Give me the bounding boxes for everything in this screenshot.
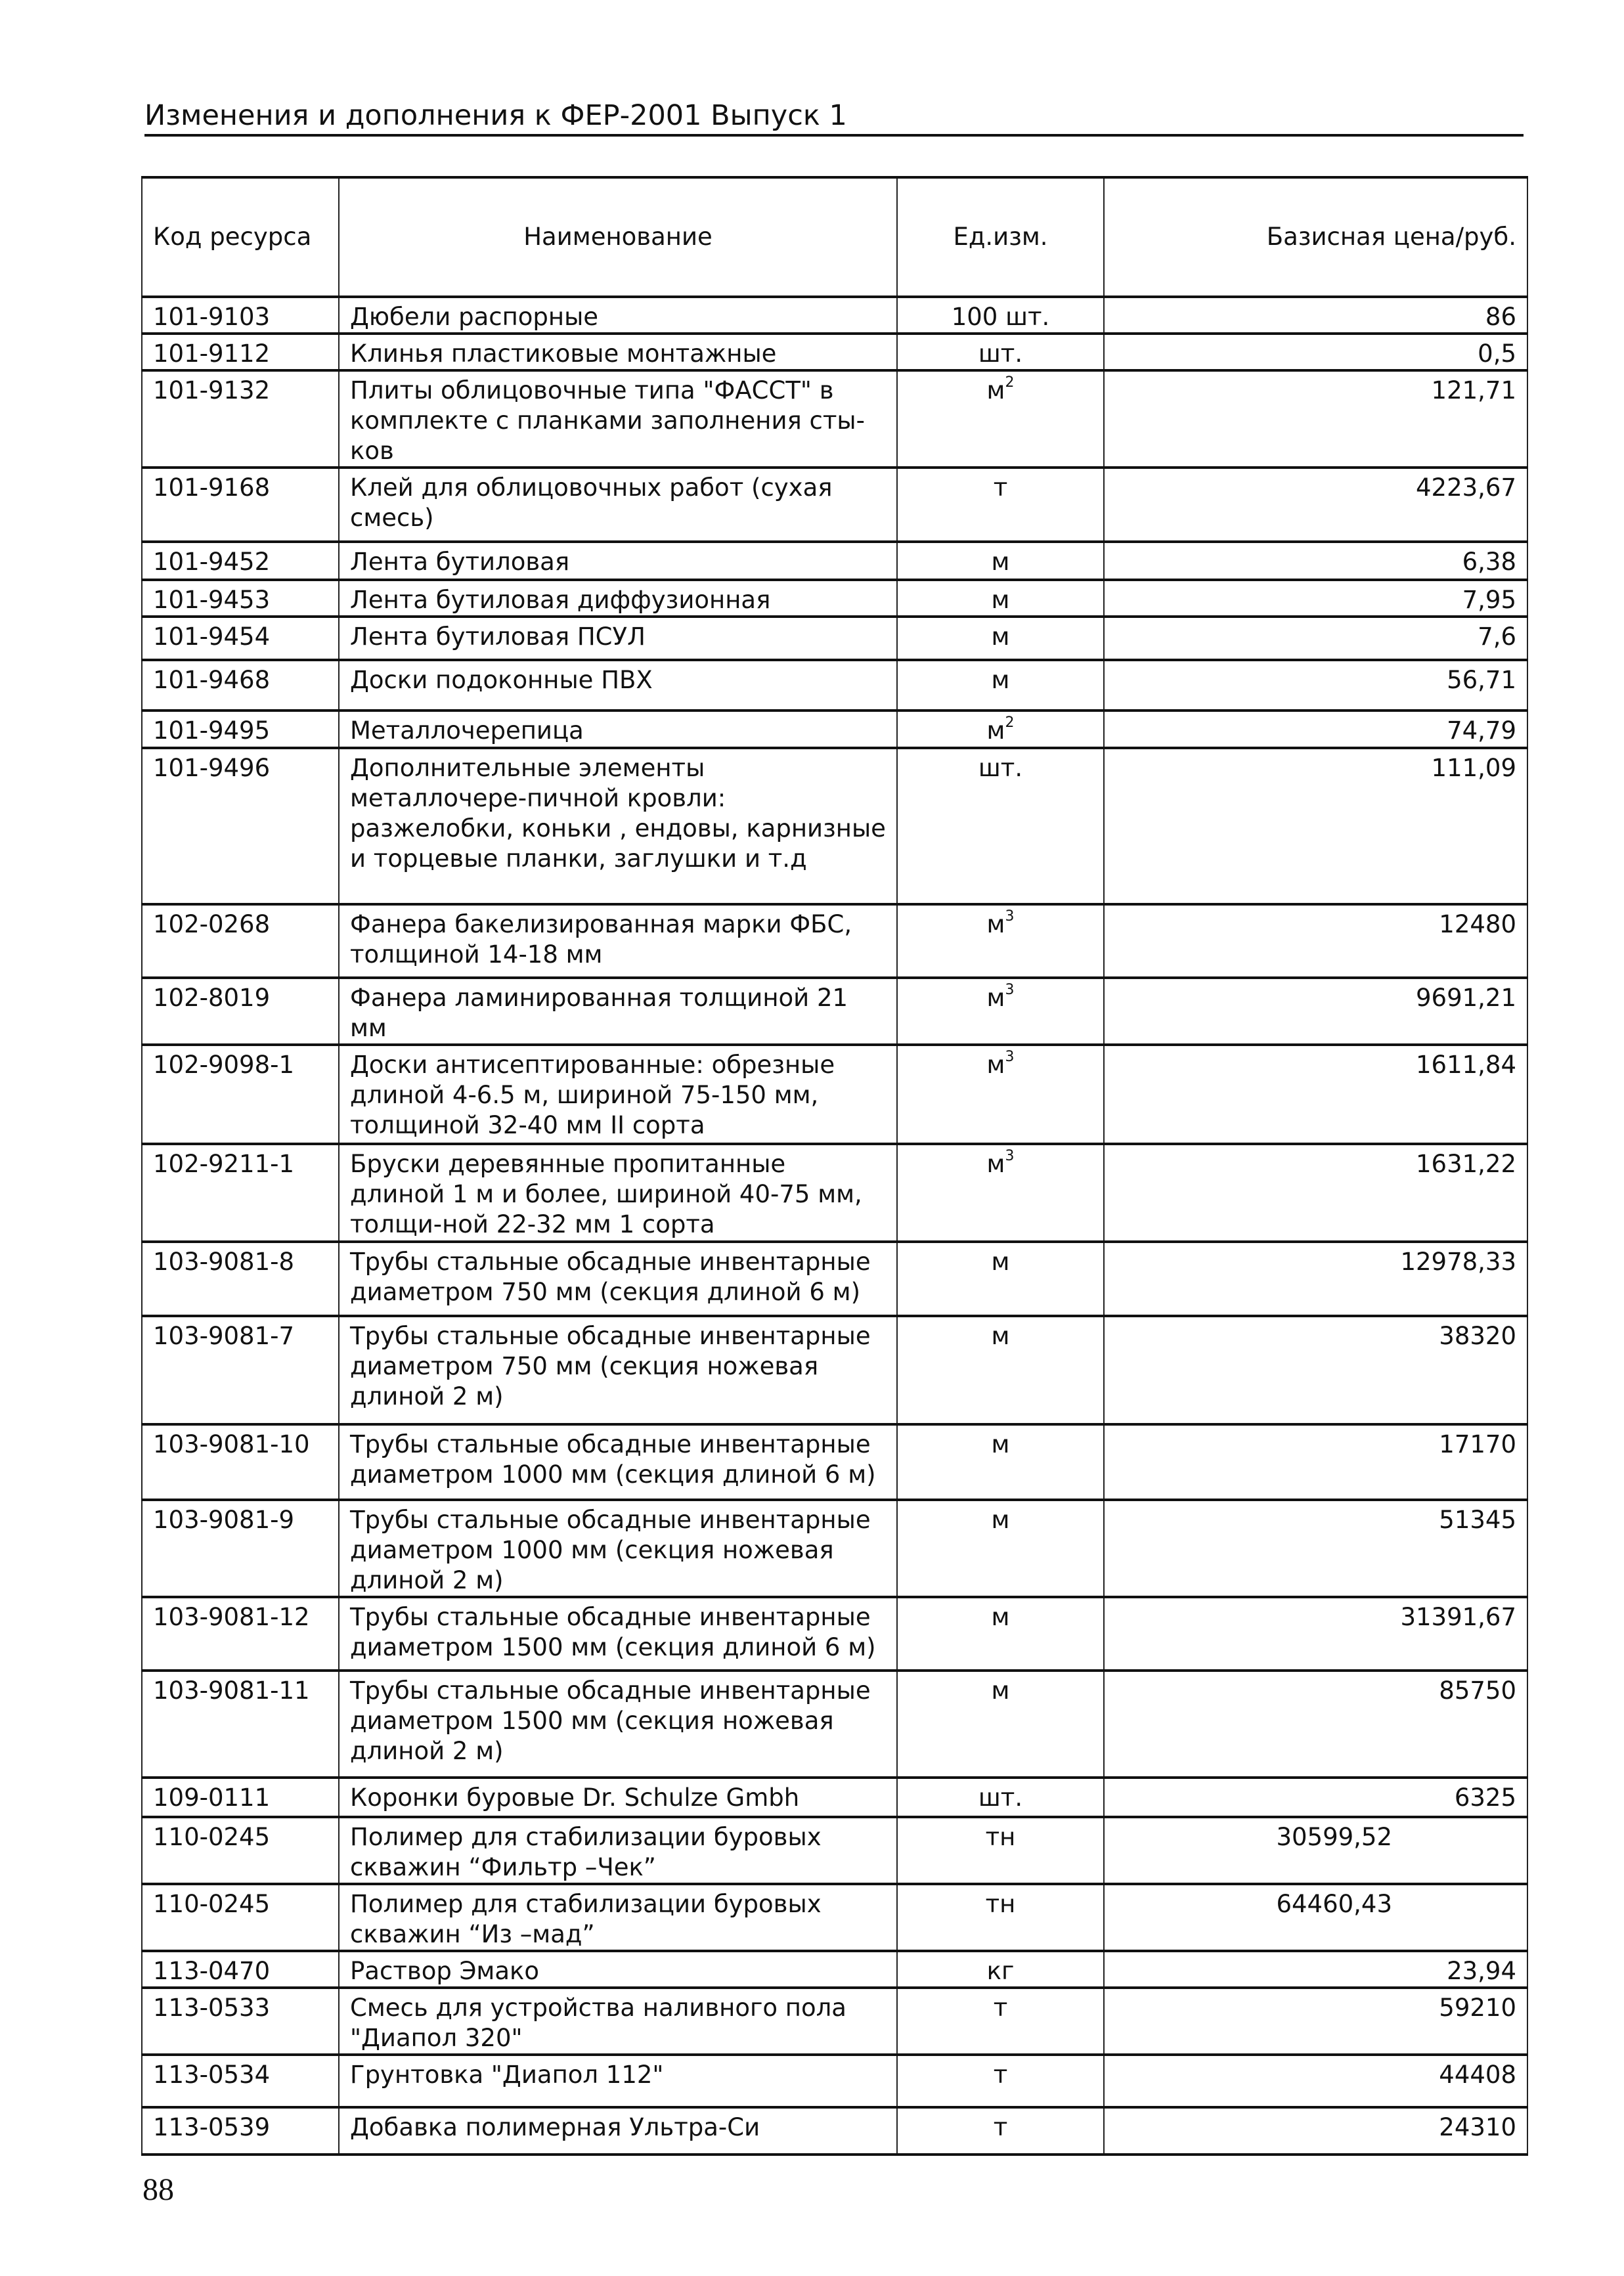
unit-of-measure — [897, 660, 1104, 711]
base-price: 44408 — [1104, 2055, 1527, 2107]
resource-name: Лента бутиловая — [339, 542, 897, 580]
table-row — [142, 1951, 1527, 1988]
base-price: 85750 — [1104, 1671, 1527, 1778]
unit-of-measure — [897, 1316, 1104, 1424]
resource-code: 103-9081-9 — [142, 1500, 339, 1597]
table-row — [142, 2055, 1527, 2107]
resource-name: Лента бутиловая ПСУЛ — [339, 617, 897, 660]
unit-of-measure — [897, 1045, 1104, 1144]
base-price: 64460,43 — [1104, 1884, 1527, 1951]
resource-code: 103-9081-12 — [142, 1597, 339, 1671]
resource-code: 110-0245 — [142, 1884, 339, 1951]
unit-text: м — [991, 1603, 1010, 1631]
unit-of-measure — [897, 297, 1104, 334]
resource-name: Раствор Эмако — [339, 1951, 897, 1988]
resource-name: Коронки буровые Dr. Schulze Gmbh — [339, 1778, 897, 1817]
unit-of-measure — [897, 1884, 1104, 1951]
unit-text: м — [986, 1051, 1005, 1079]
unit-of-measure — [897, 1242, 1104, 1316]
unit-of-measure — [897, 2107, 1104, 2155]
base-price: 86 — [1104, 297, 1527, 334]
base-price: 7,6 — [1104, 617, 1527, 660]
unit-text: тн — [985, 1823, 1016, 1851]
table-row — [142, 542, 1527, 580]
unit-exponent: 3 — [1005, 1148, 1015, 1164]
table-row — [142, 1884, 1527, 1951]
unit-text: т — [993, 473, 1008, 502]
resource-name: Трубы стальные обсадные инвентарные диаметром 750 мм (секция ножевая длиной 2 м) — [339, 1316, 897, 1424]
resource-code: 110-0245 — [142, 1817, 339, 1884]
base-price: 1631,22 — [1104, 1144, 1527, 1242]
resource-code: 101-9468 — [142, 660, 339, 711]
resource-name: Доски антисептированные: обрезные длиной 4-6.5 м, шириной 75-150 мм, толщиной 32-40 мм II сорта — [339, 1045, 897, 1144]
unit-of-measure — [897, 748, 1104, 904]
document-title: Изменения и дополнения к ФЕР-2001 Выпуск 1 — [144, 99, 847, 132]
table-row — [142, 1242, 1527, 1316]
column-header-code: Код ресурса — [142, 177, 339, 297]
base-price: 9691,21 — [1104, 978, 1527, 1045]
resource-name: Трубы стальные обсадные инвентарные диаметром 1000 мм (секция длиной 6 м) — [339, 1424, 897, 1500]
base-price: 121,71 — [1104, 370, 1527, 468]
unit-text: м — [991, 1506, 1010, 1534]
unit-of-measure — [897, 1951, 1104, 1988]
resource-code: 101-9453 — [142, 580, 339, 617]
resource-name: Плиты облицовочные типа "ФАССТ" в комплекте с планками заполнения сты-ков — [339, 370, 897, 468]
table-row — [142, 711, 1527, 748]
unit-of-measure — [897, 2055, 1104, 2107]
unit-exponent: 2 — [1005, 714, 1015, 731]
running-header — [144, 97, 1524, 137]
base-price: 4223,67 — [1104, 468, 1527, 542]
unit-text: шт. — [978, 754, 1023, 782]
unit-text: 100 шт. — [951, 303, 1050, 331]
base-price: 30599,52 — [1104, 1817, 1527, 1884]
resource-name: Бруски деревянные пропитанные длиной 1 м и более, шириной 40-75 мм, толщи-ной 22-32 мм 1 сорта — [339, 1144, 897, 1242]
resource-code: 101-9454 — [142, 617, 339, 660]
resource-name: Фанера ламинированная толщиной 21 мм — [339, 978, 897, 1045]
resource-code: 113-0533 — [142, 1988, 339, 2055]
resource-name: Трубы стальные обсадные инвентарные диаметром 1000 мм (секция ножевая длиной 2 м) — [339, 1500, 897, 1597]
base-price: 7,95 — [1104, 580, 1527, 617]
unit-text: м — [991, 1322, 1010, 1350]
resource-code: 101-9452 — [142, 542, 339, 580]
resource-name: Полимер для стабилизации буровых скважин “Из –мад” — [339, 1884, 897, 1951]
unit-of-measure — [897, 1671, 1104, 1778]
table-header-row — [142, 177, 1527, 297]
resource-code: 101-9496 — [142, 748, 339, 904]
base-price: 23,94 — [1104, 1951, 1527, 1988]
unit-text: м — [986, 376, 1005, 405]
base-price: 31391,67 — [1104, 1597, 1527, 1671]
resource-code: 113-0539 — [142, 2107, 339, 2155]
base-price: 51345 — [1104, 1500, 1527, 1597]
resource-code: 101-9495 — [142, 711, 339, 748]
resource-name: Грунтовка "Диапол 112" — [339, 2055, 897, 2107]
unit-text: м — [991, 1248, 1010, 1276]
table-row — [142, 617, 1527, 660]
resource-name: Фанера бакелизированная марки ФБС, толщиной 14-18 мм — [339, 904, 897, 978]
resource-name: Полимер для стабилизации буровых скважин “Фильтр –Чек” — [339, 1817, 897, 1884]
table-row — [142, 2107, 1527, 2155]
table-row — [142, 748, 1527, 904]
unit-text: м — [991, 666, 1010, 694]
table-row — [142, 1424, 1527, 1500]
resource-name: Доски подоконные ПВХ — [339, 660, 897, 711]
resource-name: Клинья пластиковые монтажные — [339, 334, 897, 370]
resource-code: 103-9081-7 — [142, 1316, 339, 1424]
table-row — [142, 1316, 1527, 1424]
unit-text: м — [991, 548, 1010, 576]
unit-of-measure — [897, 711, 1104, 748]
unit-text: т — [993, 2061, 1008, 2089]
resource-price-table — [141, 176, 1528, 2156]
base-price: 59210 — [1104, 1988, 1527, 2055]
column-header-name: Наименование — [339, 177, 897, 297]
unit-of-measure — [897, 1988, 1104, 2055]
resource-code: 101-9168 — [142, 468, 339, 542]
unit-of-measure — [897, 617, 1104, 660]
base-price: 0,5 — [1104, 334, 1527, 370]
resource-name: Лента бутиловая диффузионная — [339, 580, 897, 617]
base-price: 6325 — [1104, 1778, 1527, 1817]
resource-code: 102-8019 — [142, 978, 339, 1045]
resource-code: 101-9132 — [142, 370, 339, 468]
unit-of-measure — [897, 334, 1104, 370]
unit-text: м — [986, 716, 1005, 745]
resource-name: Клей для облицовочных работ (сухая смесь) — [339, 468, 897, 542]
unit-text: т — [993, 1994, 1008, 2022]
unit-of-measure — [897, 1778, 1104, 1817]
resource-code: 103-9081-11 — [142, 1671, 339, 1778]
unit-of-measure — [897, 1597, 1104, 1671]
page-number: 88 — [143, 2172, 174, 2207]
unit-text: м — [991, 623, 1010, 651]
table-row — [142, 1671, 1527, 1778]
table-row — [142, 468, 1527, 542]
base-price: 24310 — [1104, 2107, 1527, 2155]
base-price: 1611,84 — [1104, 1045, 1527, 1144]
resource-code: 101-9103 — [142, 297, 339, 334]
table-row — [142, 1597, 1527, 1671]
resource-code: 103-9081-8 — [142, 1242, 339, 1316]
unit-text: м — [991, 1430, 1010, 1458]
base-price: 17170 — [1104, 1424, 1527, 1500]
resource-code: 109-0111 — [142, 1778, 339, 1817]
column-header-price: Базисная цена/руб. — [1104, 177, 1527, 297]
unit-text: шт. — [978, 1784, 1023, 1812]
unit-text: м — [991, 1676, 1010, 1705]
unit-text: кг — [986, 1957, 1015, 1985]
unit-text: м — [986, 984, 1005, 1012]
resource-code: 102-0268 — [142, 904, 339, 978]
resource-code: 101-9112 — [142, 334, 339, 370]
base-price: 12480 — [1104, 904, 1527, 978]
base-price: 6,38 — [1104, 542, 1527, 580]
table-row — [142, 1045, 1527, 1144]
unit-of-measure — [897, 904, 1104, 978]
resource-code: 113-0534 — [142, 2055, 339, 2107]
base-price: 38320 — [1104, 1316, 1527, 1424]
unit-exponent: 3 — [1005, 1049, 1015, 1065]
resource-name: Трубы стальные обсадные инвентарные диаметром 1500 мм (секция ножевая длиной 2 м) — [339, 1671, 897, 1778]
table-row — [142, 297, 1527, 334]
table-row — [142, 1778, 1527, 1817]
table-row — [142, 904, 1527, 978]
resource-code: 102-9211-1 — [142, 1144, 339, 1242]
resource-name: Дополнительные элементы металлочере-пичной кровли: разжелобки, коньки , ендовы, карнизные и торцевые планки, заглушки и т.д — [339, 748, 897, 904]
unit-of-measure — [897, 580, 1104, 617]
unit-exponent: 3 — [1005, 908, 1015, 925]
column-header-unit: Ед.изм. — [897, 177, 1104, 297]
unit-text: м — [986, 910, 1005, 938]
resource-code: 103-9081-10 — [142, 1424, 339, 1500]
table-row — [142, 1817, 1527, 1884]
resource-code: 113-0470 — [142, 1951, 339, 1988]
unit-of-measure — [897, 1144, 1104, 1242]
unit-of-measure — [897, 468, 1104, 542]
unit-text: м — [991, 586, 1010, 614]
unit-of-measure — [897, 542, 1104, 580]
table-row — [142, 978, 1527, 1045]
unit-of-measure — [897, 1424, 1104, 1500]
base-price: 74,79 — [1104, 711, 1527, 748]
table-row — [142, 1144, 1527, 1242]
base-price: 12978,33 — [1104, 1242, 1527, 1316]
table-body — [142, 297, 1527, 2155]
unit-of-measure — [897, 1500, 1104, 1597]
unit-exponent: 2 — [1005, 374, 1015, 391]
resource-name: Смесь для устройства наливного пола "Диапол 320" — [339, 1988, 897, 2055]
base-price: 111,09 — [1104, 748, 1527, 904]
table-row — [142, 660, 1527, 711]
table-row — [142, 370, 1527, 468]
resource-name: Трубы стальные обсадные инвентарные диаметром 750 мм (секция длиной 6 м) — [339, 1242, 897, 1316]
unit-of-measure — [897, 1817, 1104, 1884]
unit-text: т — [993, 2113, 1008, 2141]
base-price: 56,71 — [1104, 660, 1527, 711]
unit-text: шт. — [978, 339, 1023, 368]
unit-of-measure — [897, 370, 1104, 468]
unit-text: тн — [985, 1890, 1016, 1918]
resource-name: Дюбели распорные — [339, 297, 897, 334]
resource-name: Трубы стальные обсадные инвентарные диаметром 1500 мм (секция длиной 6 м) — [339, 1597, 897, 1671]
resource-name: Добавка полимерная Ультра-Си — [339, 2107, 897, 2155]
unit-exponent: 3 — [1005, 982, 1015, 998]
resource-code: 102-9098-1 — [142, 1045, 339, 1144]
table-row — [142, 1988, 1527, 2055]
unit-of-measure — [897, 978, 1104, 1045]
table-row — [142, 334, 1527, 370]
table-row — [142, 1500, 1527, 1597]
unit-text: м — [986, 1150, 1005, 1178]
resource-name: Металлочерепица — [339, 711, 897, 748]
table-row — [142, 580, 1527, 617]
